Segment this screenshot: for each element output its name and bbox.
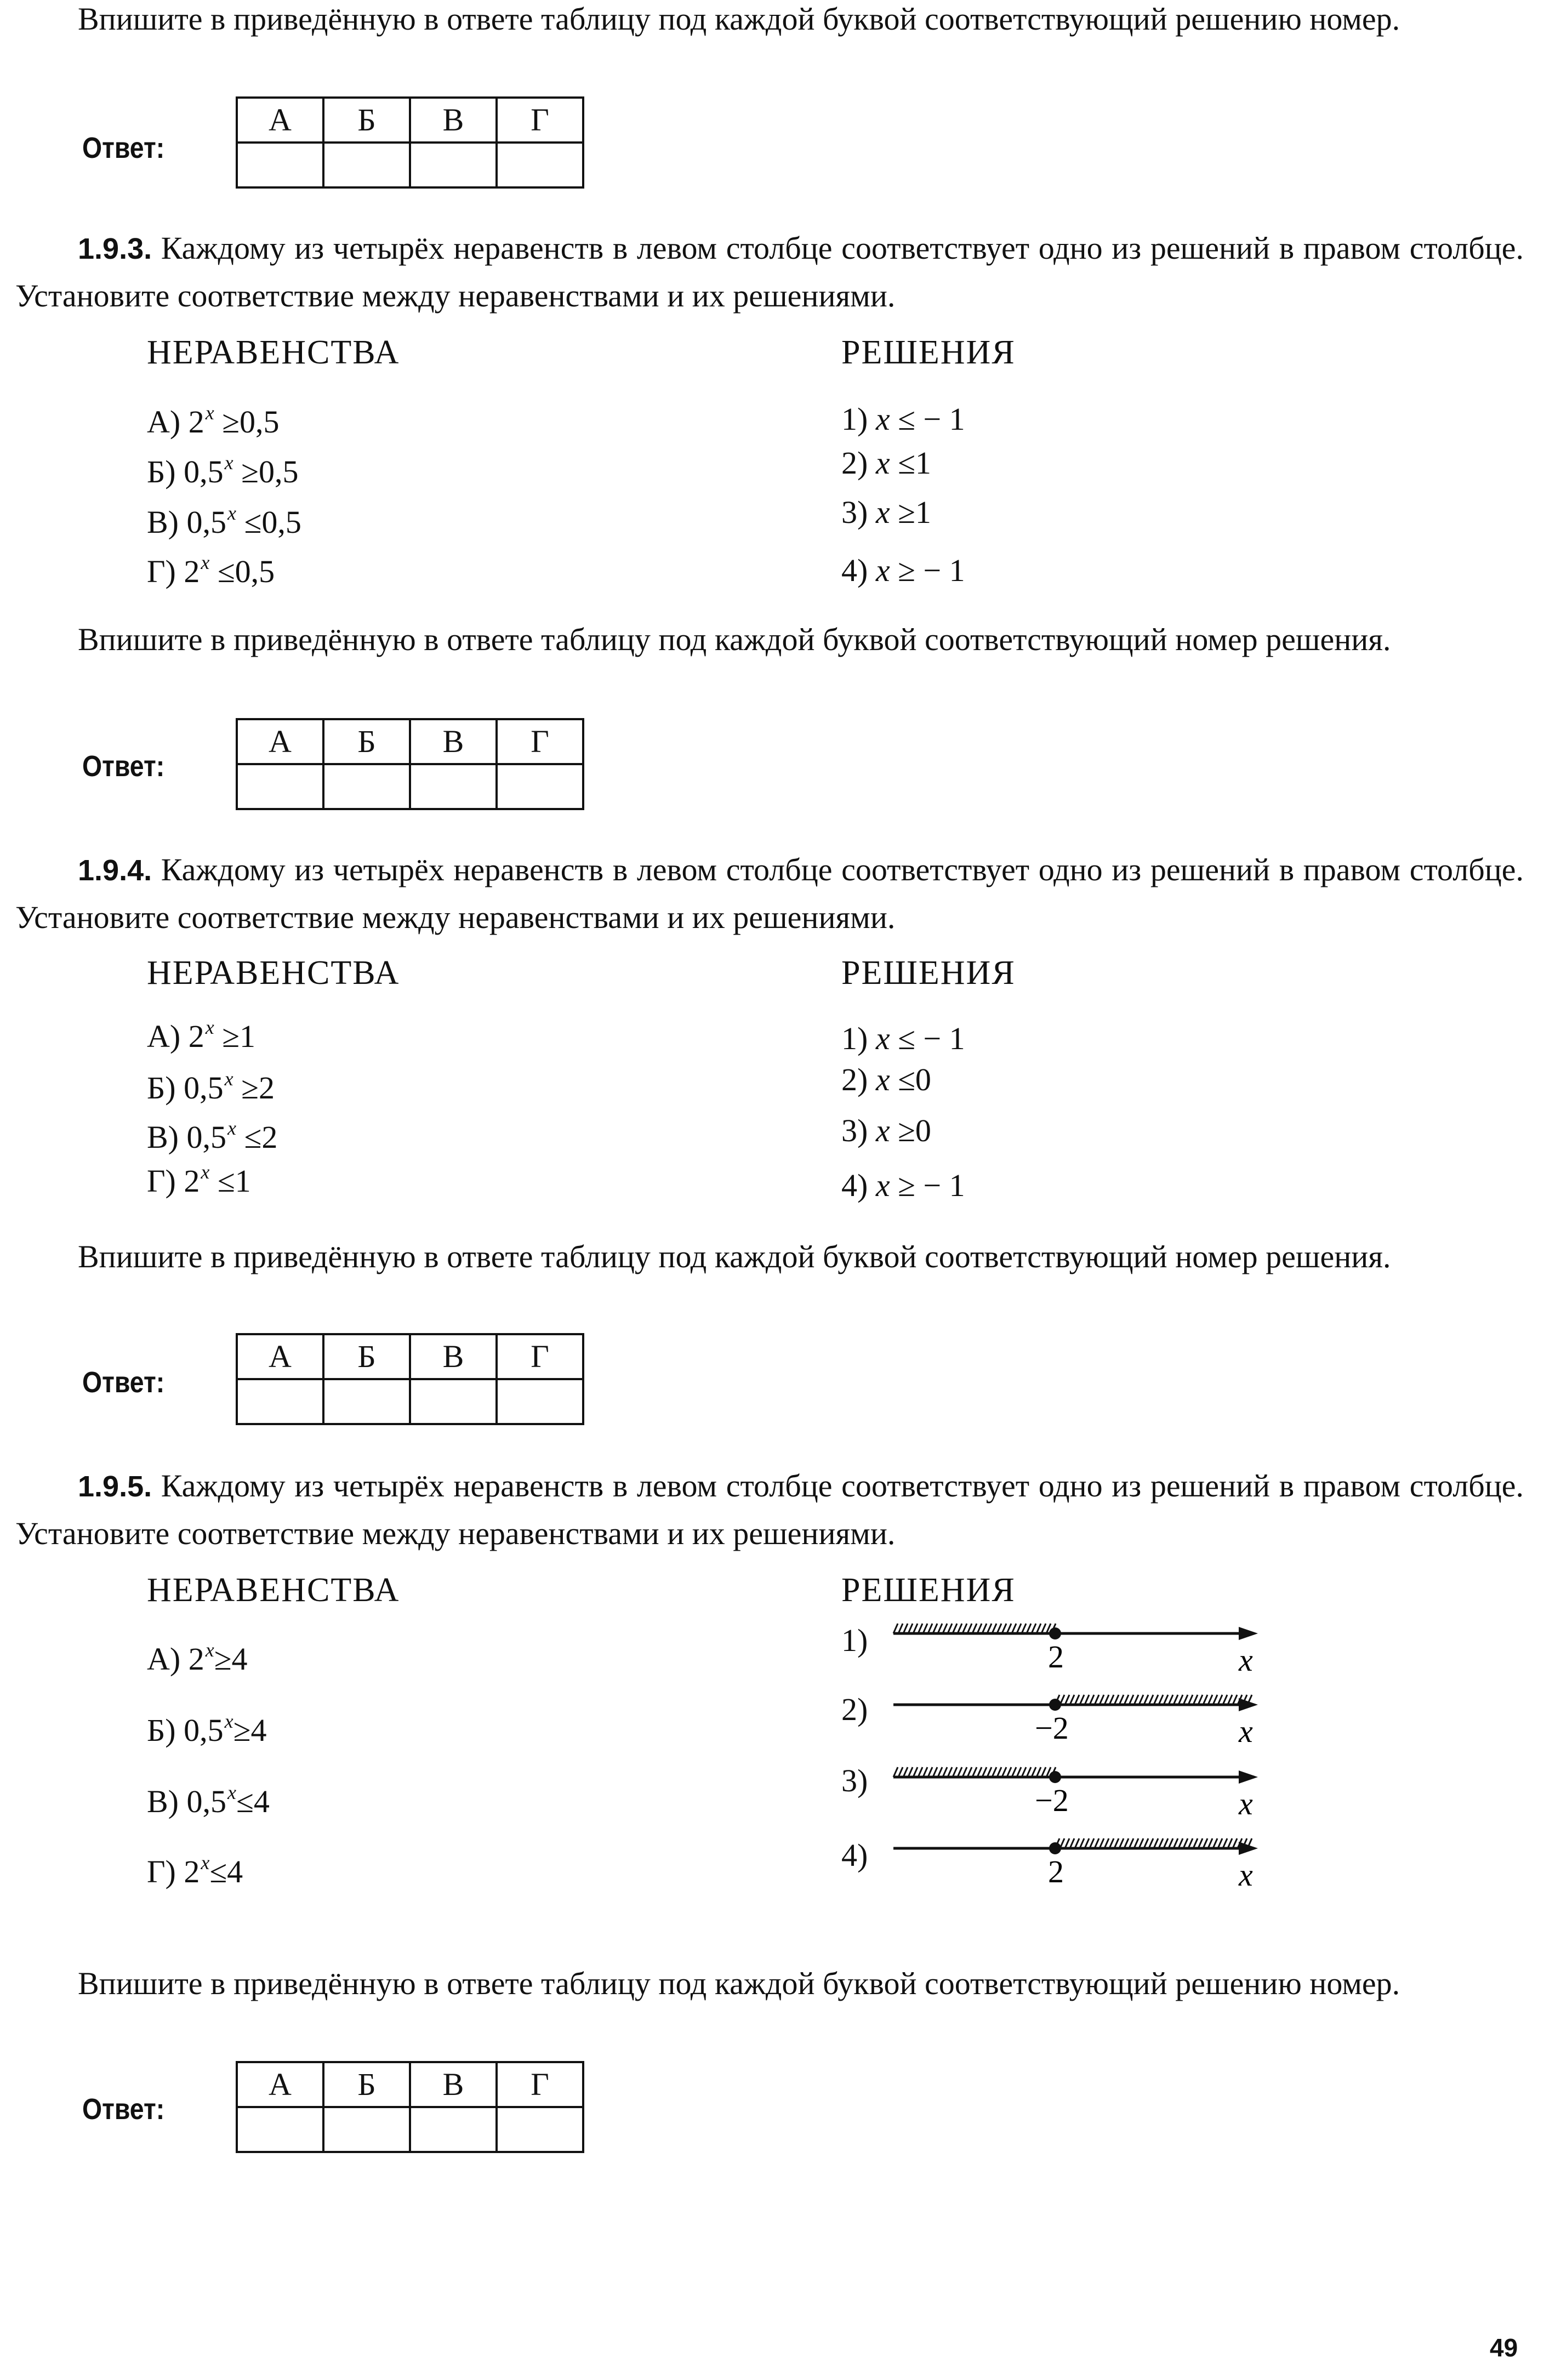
solutions-header: РЕШЕНИЯ <box>841 954 1016 992</box>
inequalities-header: НЕРАВЕНСТВА <box>147 334 400 371</box>
hatch-stroke <box>1178 1838 1183 1848</box>
hatch-stroke <box>1114 1695 1119 1705</box>
hatch-stroke <box>1193 1695 1198 1705</box>
hatch-stroke <box>893 1767 898 1777</box>
hatch-stroke <box>918 1767 922 1777</box>
hatch-stroke <box>972 1624 977 1633</box>
hatch-stroke <box>1090 1695 1094 1705</box>
hatch-stroke <box>1095 1695 1099 1705</box>
solution-4-label: 4) <box>841 1837 868 1873</box>
answer-cell-v[interactable] <box>410 1379 497 1424</box>
hatch-stroke <box>1198 1695 1203 1705</box>
hatch-stroke <box>1017 1767 1021 1777</box>
hatch-stroke <box>1041 1767 1046 1777</box>
arrow-head <box>1239 1770 1258 1784</box>
problem-1-9-3-instruction: Впишите в приведённую в ответе таблицу под каждой буквой соответствующий номер решения. <box>78 622 1391 657</box>
answer-label: Ответ: <box>82 1366 165 1399</box>
hatch-stroke <box>933 1767 937 1777</box>
hatch-stroke <box>933 1624 937 1633</box>
hatch-stroke <box>1041 1624 1046 1633</box>
answer-cell-a[interactable] <box>237 764 323 809</box>
hatch-stroke <box>1002 1767 1006 1777</box>
hatch-stroke <box>938 1767 942 1777</box>
hatch-stroke <box>1109 1838 1114 1848</box>
hatch-stroke <box>1007 1767 1011 1777</box>
answer-letter-b: Б <box>323 2062 410 2107</box>
hatch-stroke <box>943 1767 947 1777</box>
inequality-g: Г) $2^x\le 4$ <box>147 1852 243 1889</box>
problem-number: 1.9.4. <box>78 854 152 887</box>
inequality-a: А) 2$^x$ ≥0,5 <box>147 402 280 440</box>
hatch-stroke <box>1124 1695 1129 1705</box>
hatch-stroke <box>967 1624 972 1633</box>
solution-3: 3) x ≥1 <box>841 494 931 530</box>
problem-number: 1.9.3. <box>78 232 152 265</box>
inequality-a: А) 2$^x$ ≥1 <box>147 1016 256 1054</box>
hatch-stroke <box>958 1624 962 1633</box>
top-instruction: Впишите в приведённую в ответе таблицу под каждой буквой соответствующий решению номер. <box>78 1 1400 37</box>
answer-label: Ответ: <box>82 2093 165 2126</box>
hatch-stroke <box>1169 1838 1173 1848</box>
hatch-stroke <box>958 1767 962 1777</box>
hatch-stroke <box>1233 1695 1237 1705</box>
hatch-stroke <box>1213 1695 1217 1705</box>
hatch-stroke <box>1203 1838 1207 1848</box>
solution-3: 3) x ≥0 <box>841 1113 931 1148</box>
answer-letter-g: Г <box>497 2062 583 2107</box>
point-label: 2 <box>1048 1854 1064 1889</box>
hatch-stroke <box>1173 1838 1178 1848</box>
answer-letter-a: А <box>237 719 323 764</box>
hatch-stroke <box>908 1624 913 1633</box>
hatch-stroke <box>1183 1838 1188 1848</box>
hatch-stroke <box>923 1624 927 1633</box>
answer-label: Ответ: <box>82 750 165 783</box>
hatch-left <box>893 1624 1056 1633</box>
hatch-stroke <box>1080 1695 1084 1705</box>
solution-1: 1) x ≤ − 1 <box>841 401 965 437</box>
hatch-stroke <box>997 1624 1001 1633</box>
answer-cell-b[interactable] <box>323 1379 410 1424</box>
hatch-stroke <box>1178 1695 1183 1705</box>
arrow-head <box>1239 1842 1258 1855</box>
hatch-stroke <box>1032 1767 1036 1777</box>
hatch-stroke <box>1114 1838 1119 1848</box>
hatch-stroke <box>1139 1838 1143 1848</box>
hatch-stroke <box>1169 1695 1173 1705</box>
point-label: −2 <box>1035 1710 1069 1746</box>
hatch-stroke <box>1027 1624 1031 1633</box>
answer-letter-v: В <box>410 719 497 764</box>
hatch-stroke <box>898 1767 903 1777</box>
solution-1: 1) x ≤ − 1 <box>841 1021 965 1056</box>
answer-cell-v[interactable] <box>410 143 497 187</box>
answer-cell-b[interactable] <box>323 2107 410 2152</box>
hatch-stroke <box>1075 1838 1079 1848</box>
hatch-stroke <box>903 1767 908 1777</box>
hatch-stroke <box>1012 1624 1016 1633</box>
hatch-stroke <box>1144 1695 1148 1705</box>
hatch-stroke <box>1022 1624 1026 1633</box>
inequality-g: Г) 2$^x$ ≤1 <box>147 1161 251 1199</box>
hatch-stroke <box>913 1624 918 1633</box>
hatch-right <box>1055 1838 1252 1848</box>
arrow-head <box>1239 1698 1258 1711</box>
hatch-stroke <box>1218 1838 1222 1848</box>
hatch-right <box>1055 1695 1252 1705</box>
hatch-stroke <box>1099 1838 1104 1848</box>
hatch-stroke <box>977 1624 982 1633</box>
hatch-stroke <box>1002 1624 1006 1633</box>
hatch-stroke <box>1104 1838 1109 1848</box>
hatch-stroke <box>1198 1838 1203 1848</box>
page-number: 49 <box>1490 2333 1518 2362</box>
hatch-stroke <box>903 1624 908 1633</box>
answer-label: Ответ: <box>82 132 165 164</box>
answer-table <box>236 718 584 810</box>
inequalities-header: НЕРАВЕНСТВА <box>147 954 400 992</box>
hatch-stroke <box>908 1767 913 1777</box>
hatch-stroke <box>953 1767 957 1777</box>
hatch-stroke <box>1228 1838 1232 1848</box>
hatch-stroke <box>1208 1695 1212 1705</box>
inequality-v: В) 0,5$^x$ ≤2 <box>147 1117 278 1155</box>
hatch-stroke <box>1139 1695 1143 1705</box>
hatch-stroke <box>1233 1838 1237 1848</box>
hatch-stroke <box>1223 1838 1227 1848</box>
hatch-stroke <box>1203 1695 1207 1705</box>
answer-letter-b: Б <box>323 719 410 764</box>
answer-table <box>236 1333 584 1425</box>
hatch-stroke <box>928 1624 932 1633</box>
hatch-stroke <box>1119 1695 1124 1705</box>
solution-4: 4) x ≥ − 1 <box>841 1168 965 1203</box>
answer-cell-g[interactable] <box>497 2107 583 2152</box>
solution-2: 2) x ≤0 <box>841 1062 931 1097</box>
solution-3-label: 3) <box>841 1763 868 1798</box>
answer-cell-g[interactable] <box>497 143 583 187</box>
axis-var: x <box>1239 1713 1253 1749</box>
answer-letter-a: А <box>237 2062 323 2107</box>
hatch-stroke <box>1032 1624 1036 1633</box>
answer-cell-v[interactable] <box>410 764 497 809</box>
hatch-stroke <box>1012 1767 1016 1777</box>
answer-letter-v: В <box>410 98 497 143</box>
hatch-stroke <box>987 1767 992 1777</box>
hatch-stroke <box>918 1624 922 1633</box>
inequality-v: В) 0,5$^x$ ≤0,5 <box>147 502 301 540</box>
axis-var: x <box>1239 1786 1253 1821</box>
problem-number: 1.9.5. <box>78 1470 152 1503</box>
hatch-stroke <box>898 1624 903 1633</box>
hatch-stroke <box>1070 1838 1074 1848</box>
answer-letter-g: Г <box>497 1334 583 1379</box>
answer-letter-b: Б <box>323 1334 410 1379</box>
hatch-stroke <box>1193 1838 1198 1848</box>
hatch-stroke <box>948 1767 952 1777</box>
problem-1-9-5-instruction: Впишите в приведённую в ответе таблицу под каждой буквой соответствующий решению номер. <box>78 1966 1400 2001</box>
answer-table <box>236 2061 584 2153</box>
hatch-stroke <box>967 1767 972 1777</box>
hatch-stroke <box>982 1767 987 1777</box>
answer-cell-g[interactable] <box>497 764 583 809</box>
hatch-stroke <box>1154 1838 1158 1848</box>
hatch-stroke <box>1149 1695 1153 1705</box>
hatch-stroke <box>972 1767 977 1777</box>
hatch-stroke <box>1149 1838 1153 1848</box>
problem-1-9-3-statement: 1.9.3. Каждому из четырёх неравенств в левом столбце соответствует одно из решений в правом столбце. Установите соответствие между неравенствами и их решениями. <box>15 230 1524 314</box>
hatch-stroke <box>953 1624 957 1633</box>
hatch-stroke <box>1154 1695 1158 1705</box>
answer-cell-b[interactable] <box>323 764 410 809</box>
answer-letter-v: В <box>410 1334 497 1379</box>
hatch-stroke <box>1090 1838 1094 1848</box>
hatch-stroke <box>992 1624 996 1633</box>
solution-2-label: 2) <box>841 1692 868 1727</box>
answer-letter-g: Г <box>497 98 583 143</box>
problem-1-9-4-statement: 1.9.4. Каждому из четырёх неравенств в левом столбце соответствует одно из решений в правом столбце. Установите соответствие между неравенствами и их решениями. <box>15 852 1524 935</box>
hatch-stroke <box>1188 1838 1193 1848</box>
point-marker <box>1049 1699 1061 1711</box>
answer-letter-a: А <box>237 1334 323 1379</box>
point-label: −2 <box>1035 1783 1069 1818</box>
point-marker <box>1049 1627 1061 1639</box>
hatch-stroke <box>1134 1838 1138 1848</box>
number-line-2 <box>888 1694 1272 1754</box>
hatch-stroke <box>977 1767 982 1777</box>
answer-cell-g[interactable] <box>497 1379 583 1424</box>
hatch-stroke <box>893 1624 898 1633</box>
hatch-stroke <box>1159 1695 1163 1705</box>
answer-cell-v[interactable] <box>410 2107 497 2152</box>
problem-1-9-4-instruction: Впишите в приведённую в ответе таблицу под каждой буквой соответствующий номер решения. <box>78 1239 1391 1274</box>
hatch-stroke <box>997 1767 1001 1777</box>
answer-letter-b: Б <box>323 98 410 143</box>
hatch-stroke <box>948 1624 952 1633</box>
hatch-stroke <box>1007 1624 1011 1633</box>
hatch-stroke <box>1208 1838 1212 1848</box>
point-marker <box>1049 1842 1061 1854</box>
hatch-stroke <box>962 1767 967 1777</box>
hatch-stroke <box>1119 1838 1124 1848</box>
hatch-stroke <box>1134 1695 1138 1705</box>
hatch-stroke <box>987 1624 992 1633</box>
hatch-stroke <box>1104 1695 1109 1705</box>
hatch-stroke <box>1022 1767 1026 1777</box>
axis-var: x <box>1239 1642 1253 1678</box>
inequality-v: В) $0,5^x\le 4$ <box>147 1781 270 1819</box>
solution-2: 2) x ≤1 <box>841 445 931 481</box>
hatch-stroke <box>1065 1695 1069 1705</box>
hatch-stroke <box>1095 1838 1099 1848</box>
solution-4: 4) x ≥ − 1 <box>841 553 965 588</box>
solutions-header: РЕШЕНИЯ <box>841 334 1016 371</box>
hatch-stroke <box>1085 1695 1089 1705</box>
hatch-stroke <box>1017 1624 1021 1633</box>
hatch-stroke <box>1065 1838 1069 1848</box>
hatch-stroke <box>1075 1695 1079 1705</box>
answer-cell-a[interactable] <box>237 2107 323 2152</box>
hatch-stroke <box>962 1624 967 1633</box>
hatch-stroke <box>1223 1695 1227 1705</box>
hatch-stroke <box>1228 1695 1232 1705</box>
solution-1-label: 1) <box>841 1622 868 1658</box>
inequality-b: Б) $0,5^x\ge 4$ <box>147 1710 267 1748</box>
hatch-stroke <box>1188 1695 1193 1705</box>
arrow-head <box>1239 1627 1258 1640</box>
hatch-stroke <box>943 1624 947 1633</box>
point-label: 2 <box>1048 1639 1064 1675</box>
hatch-stroke <box>1164 1838 1168 1848</box>
hatch-stroke <box>1124 1838 1129 1848</box>
hatch-stroke <box>1164 1695 1168 1705</box>
hatch-stroke <box>923 1767 927 1777</box>
hatch-stroke <box>1159 1838 1163 1848</box>
hatch-stroke <box>928 1767 932 1777</box>
inequality-b: Б) 0,5$^x$ ≥2 <box>147 1068 275 1106</box>
hatch-stroke <box>992 1767 996 1777</box>
inequality-g: Г) 2$^x$ ≤0,5 <box>147 551 275 589</box>
solutions-header: РЕШЕНИЯ <box>841 1572 1016 1609</box>
inequalities-header: НЕРАВЕНСТВА <box>147 1572 400 1609</box>
answer-cell-a[interactable] <box>237 1379 323 1424</box>
axis-var: x <box>1239 1857 1253 1893</box>
number-line-1 <box>888 1622 1272 1683</box>
point-marker <box>1049 1771 1061 1783</box>
hatch-stroke <box>1085 1838 1089 1848</box>
problem-1-9-5-statement: 1.9.5. Каждому из четырёх неравенств в левом столбце соответствует одно из решений в правом столбце. Установите соответствие между неравенствами и их решениями. <box>15 1468 1524 1551</box>
hatch-stroke <box>1109 1695 1114 1705</box>
answer-letter-v: В <box>410 2062 497 2107</box>
number-line-4 <box>888 1837 1272 1898</box>
hatch-stroke <box>1027 1767 1031 1777</box>
hatch-stroke <box>982 1624 987 1633</box>
hatch-stroke <box>1080 1838 1084 1848</box>
hatch-stroke <box>1070 1695 1074 1705</box>
hatch-stroke <box>1218 1695 1222 1705</box>
number-line-3 <box>888 1766 1272 1826</box>
hatch-stroke <box>913 1767 918 1777</box>
answer-letter-g: Г <box>497 719 583 764</box>
hatch-stroke <box>938 1624 942 1633</box>
answer-cell-a[interactable] <box>237 143 323 187</box>
hatch-stroke <box>1183 1695 1188 1705</box>
inequality-a: А) $2^x\ge 4$ <box>147 1639 248 1677</box>
answer-table <box>236 96 584 189</box>
hatch-stroke <box>1036 1767 1041 1777</box>
inequality-b: Б) 0,5$^x$ ≥0,5 <box>147 452 299 489</box>
hatch-stroke <box>1099 1695 1104 1705</box>
hatch-stroke <box>1036 1624 1041 1633</box>
answer-cell-b[interactable] <box>323 143 410 187</box>
hatch-stroke <box>1213 1838 1217 1848</box>
hatch-left <box>893 1767 1056 1777</box>
hatch-stroke <box>1173 1695 1178 1705</box>
hatch-stroke <box>1129 1838 1133 1848</box>
hatch-stroke <box>1129 1695 1133 1705</box>
hatch-stroke <box>1144 1838 1148 1848</box>
answer-letter-a: А <box>237 98 323 143</box>
